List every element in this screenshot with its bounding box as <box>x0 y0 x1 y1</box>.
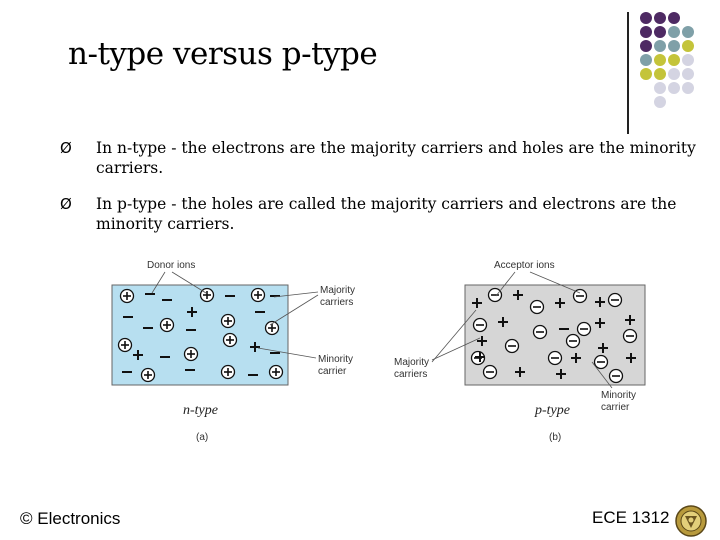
majority-carriers-label: Majority <box>320 285 356 296</box>
university-seal-icon <box>674 504 708 538</box>
ion-negative <box>489 289 502 302</box>
bullet-text: In n-type - the electrons are the majority carriers and holes are the minority carriers. <box>96 139 696 177</box>
n-type-caption: n-type <box>183 403 218 418</box>
decorative-dot <box>668 54 680 66</box>
ion-negative <box>624 330 637 343</box>
ion-negative <box>474 319 487 332</box>
p-type-panel <box>394 260 645 443</box>
decorative-dot <box>668 26 680 38</box>
ion-positive <box>119 339 132 352</box>
ion-negative <box>534 326 547 339</box>
ion-negative <box>549 352 562 365</box>
ion-positive <box>252 289 265 302</box>
decorative-dot <box>668 68 680 80</box>
decorative-dot <box>682 82 694 94</box>
acceptor-ions-label: Acceptor ions <box>494 260 555 271</box>
footer-course-label: © Electronics <box>20 509 121 528</box>
ion-positive <box>224 334 237 347</box>
decorative-dot-grid <box>636 8 716 118</box>
bullet-item <box>60 138 700 178</box>
decorative-dot <box>682 68 694 80</box>
decorative-dot <box>654 96 666 108</box>
bullet-text: In p-type - the holes are called the majority carriers and electrons are the minority carriers. <box>96 195 677 233</box>
ion-positive <box>121 290 134 303</box>
ion-negative <box>578 323 591 336</box>
decorative-dot <box>640 12 652 24</box>
decorative-dot <box>640 68 652 80</box>
decorative-dot <box>682 54 694 66</box>
ion-negative <box>484 366 497 379</box>
decorative-dot <box>682 26 694 38</box>
ion-negative <box>595 356 608 369</box>
decorative-dot <box>654 54 666 66</box>
decorative-dot <box>654 26 666 38</box>
decorative-dot <box>640 54 652 66</box>
decorative-dot <box>682 40 694 52</box>
footer-course-code: ECE 1312 <box>592 508 670 527</box>
minority-carrier-label-p: Minority <box>601 390 637 401</box>
p-type-sub: (b) <box>549 432 562 443</box>
slide-title: n-type versus p-type <box>68 36 378 72</box>
ion-positive <box>222 315 235 328</box>
decorative-dot <box>668 82 680 94</box>
ion-negative <box>531 301 544 314</box>
bullet-list <box>60 138 700 250</box>
decorative-dot <box>640 40 652 52</box>
majority-carriers-label-p-2: carriers <box>394 369 428 380</box>
decorative-dot <box>654 40 666 52</box>
decorative-dot <box>654 82 666 94</box>
decorative-dot <box>668 40 680 52</box>
n-type-sub: (a) <box>196 432 209 443</box>
donor-ions-label: Donor ions <box>147 260 196 271</box>
majority-carriers-label-p: Majority <box>394 357 430 368</box>
ion-negative <box>506 340 519 353</box>
decorative-dot <box>640 26 652 38</box>
ion-positive <box>142 369 155 382</box>
minority-carrier-label-p-2: carrier <box>601 402 630 413</box>
ion-negative <box>567 335 580 348</box>
ion-positive <box>161 319 174 332</box>
arrow-bullet-icon: Ø <box>60 139 72 157</box>
decorative-dot <box>654 68 666 80</box>
p-type-caption: p-type <box>535 403 570 418</box>
n-type-panel <box>112 260 355 443</box>
minority-carrier-label: Minority <box>318 354 354 365</box>
ion-negative <box>609 294 622 307</box>
minority-carrier-label-2: carrier <box>318 366 347 377</box>
decorative-dot <box>668 12 680 24</box>
ion-negative <box>610 370 623 383</box>
decorative-dot <box>654 12 666 24</box>
carrier-diagram <box>0 250 720 450</box>
arrow-bullet-icon: Ø <box>60 195 72 213</box>
bullet-item <box>60 194 700 234</box>
ion-positive <box>185 348 198 361</box>
ion-positive <box>270 366 283 379</box>
ion-positive <box>222 366 235 379</box>
majority-carriers-label-2: carriers <box>320 297 354 308</box>
decorative-divider <box>627 12 629 134</box>
